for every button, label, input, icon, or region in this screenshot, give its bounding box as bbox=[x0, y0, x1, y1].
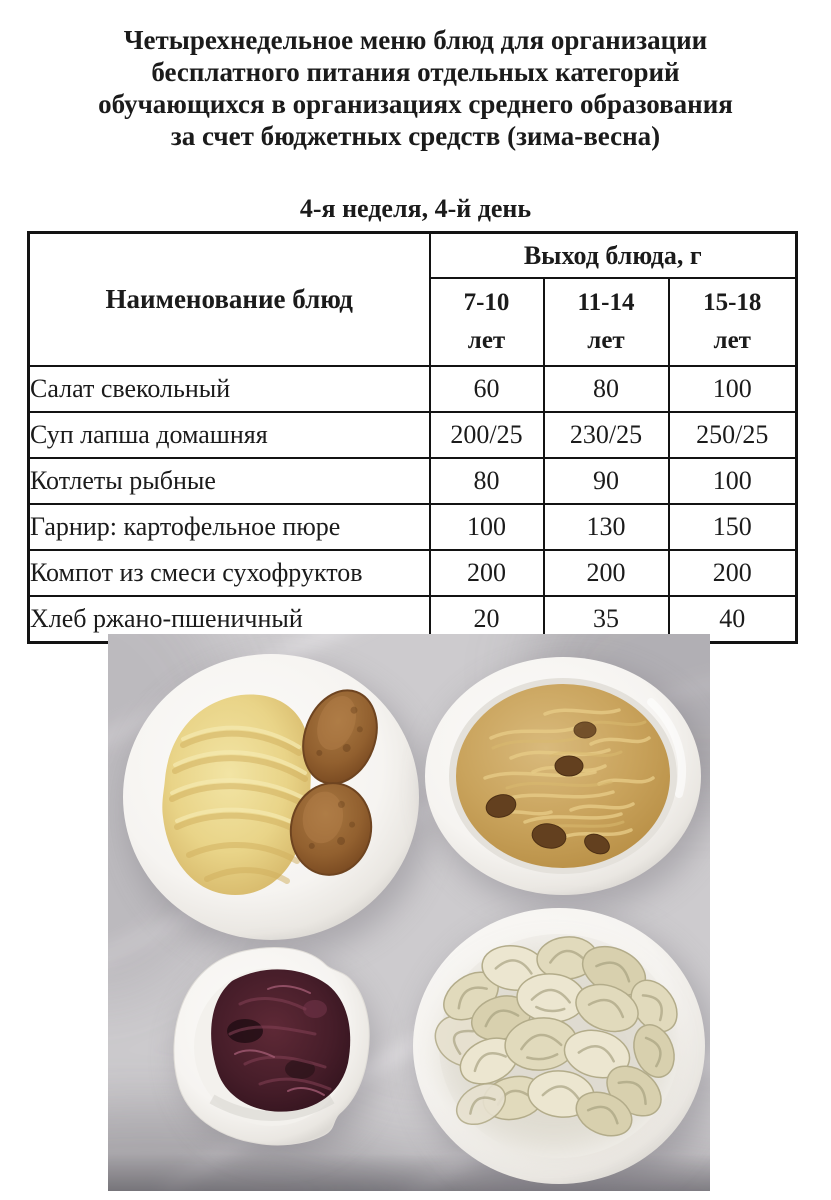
dish-name: Хлеб ржано-пшеничный bbox=[29, 596, 430, 643]
dish-name: Компот из смеси сухофруктов bbox=[29, 550, 430, 596]
dish-value: 100 bbox=[669, 458, 797, 504]
age-range: 11-14 bbox=[577, 289, 635, 316]
dish-value: 60 bbox=[430, 366, 544, 412]
age-range: 15-18 bbox=[703, 289, 762, 316]
column-header-age-15-18 bbox=[669, 278, 797, 366]
beet-salad bbox=[211, 969, 350, 1111]
dish-value: 200 bbox=[544, 550, 669, 596]
dish-value: 130 bbox=[544, 504, 669, 550]
dish-value: 80 bbox=[430, 458, 544, 504]
column-header-output: Выход блюда, г bbox=[430, 233, 797, 279]
dish-name: Котлеты рыбные bbox=[29, 458, 430, 504]
table-row bbox=[29, 412, 797, 458]
age-range: 7-10 bbox=[463, 289, 510, 316]
dish-value: 200 bbox=[669, 550, 797, 596]
dish-name: Суп лапша домашняя bbox=[29, 412, 430, 458]
table-row bbox=[29, 458, 797, 504]
dish-value: 200/25 bbox=[430, 412, 544, 458]
page-title bbox=[0, 24, 831, 152]
dish-name: Гарнир: картофельное пюре bbox=[29, 504, 430, 550]
dish-value: 230/25 bbox=[544, 412, 669, 458]
title-line: Четырехнедельное меню блюд для организации bbox=[123, 25, 708, 55]
column-header-dish: Наименование блюд bbox=[29, 233, 430, 367]
dish-value: 200 bbox=[430, 550, 544, 596]
food-photo bbox=[108, 634, 710, 1191]
dish-value: 20 bbox=[430, 596, 544, 643]
dish-value: 150 bbox=[669, 504, 797, 550]
title-line: бесплатного питания отдельных категорий bbox=[151, 57, 680, 87]
age-unit: лет bbox=[587, 327, 625, 354]
age-unit: лет bbox=[713, 327, 751, 354]
table-row bbox=[29, 504, 797, 550]
dish-value: 100 bbox=[669, 366, 797, 412]
column-header-age-7-10 bbox=[430, 278, 544, 366]
age-unit: лет bbox=[467, 327, 506, 354]
dish-value: 100 bbox=[430, 504, 544, 550]
dish-value: 40 bbox=[669, 596, 797, 643]
dish-value: 250/25 bbox=[669, 412, 797, 458]
table-row bbox=[29, 366, 797, 412]
title-line: за счет бюджетных средств (зима-весна) bbox=[170, 121, 661, 151]
title-line: обучающихся в организациях среднего образования bbox=[98, 89, 733, 119]
column-header-age-11-14 bbox=[544, 278, 669, 366]
dish-value: 80 bbox=[544, 366, 669, 412]
table-row bbox=[29, 550, 797, 596]
week-day-subtitle: 4-я неделя, 4-й день bbox=[299, 194, 532, 223]
dish-name: Салат свекольный bbox=[29, 366, 430, 412]
menu-table bbox=[27, 231, 798, 644]
dish-value: 90 bbox=[544, 458, 669, 504]
dish-value: 35 bbox=[544, 596, 669, 643]
